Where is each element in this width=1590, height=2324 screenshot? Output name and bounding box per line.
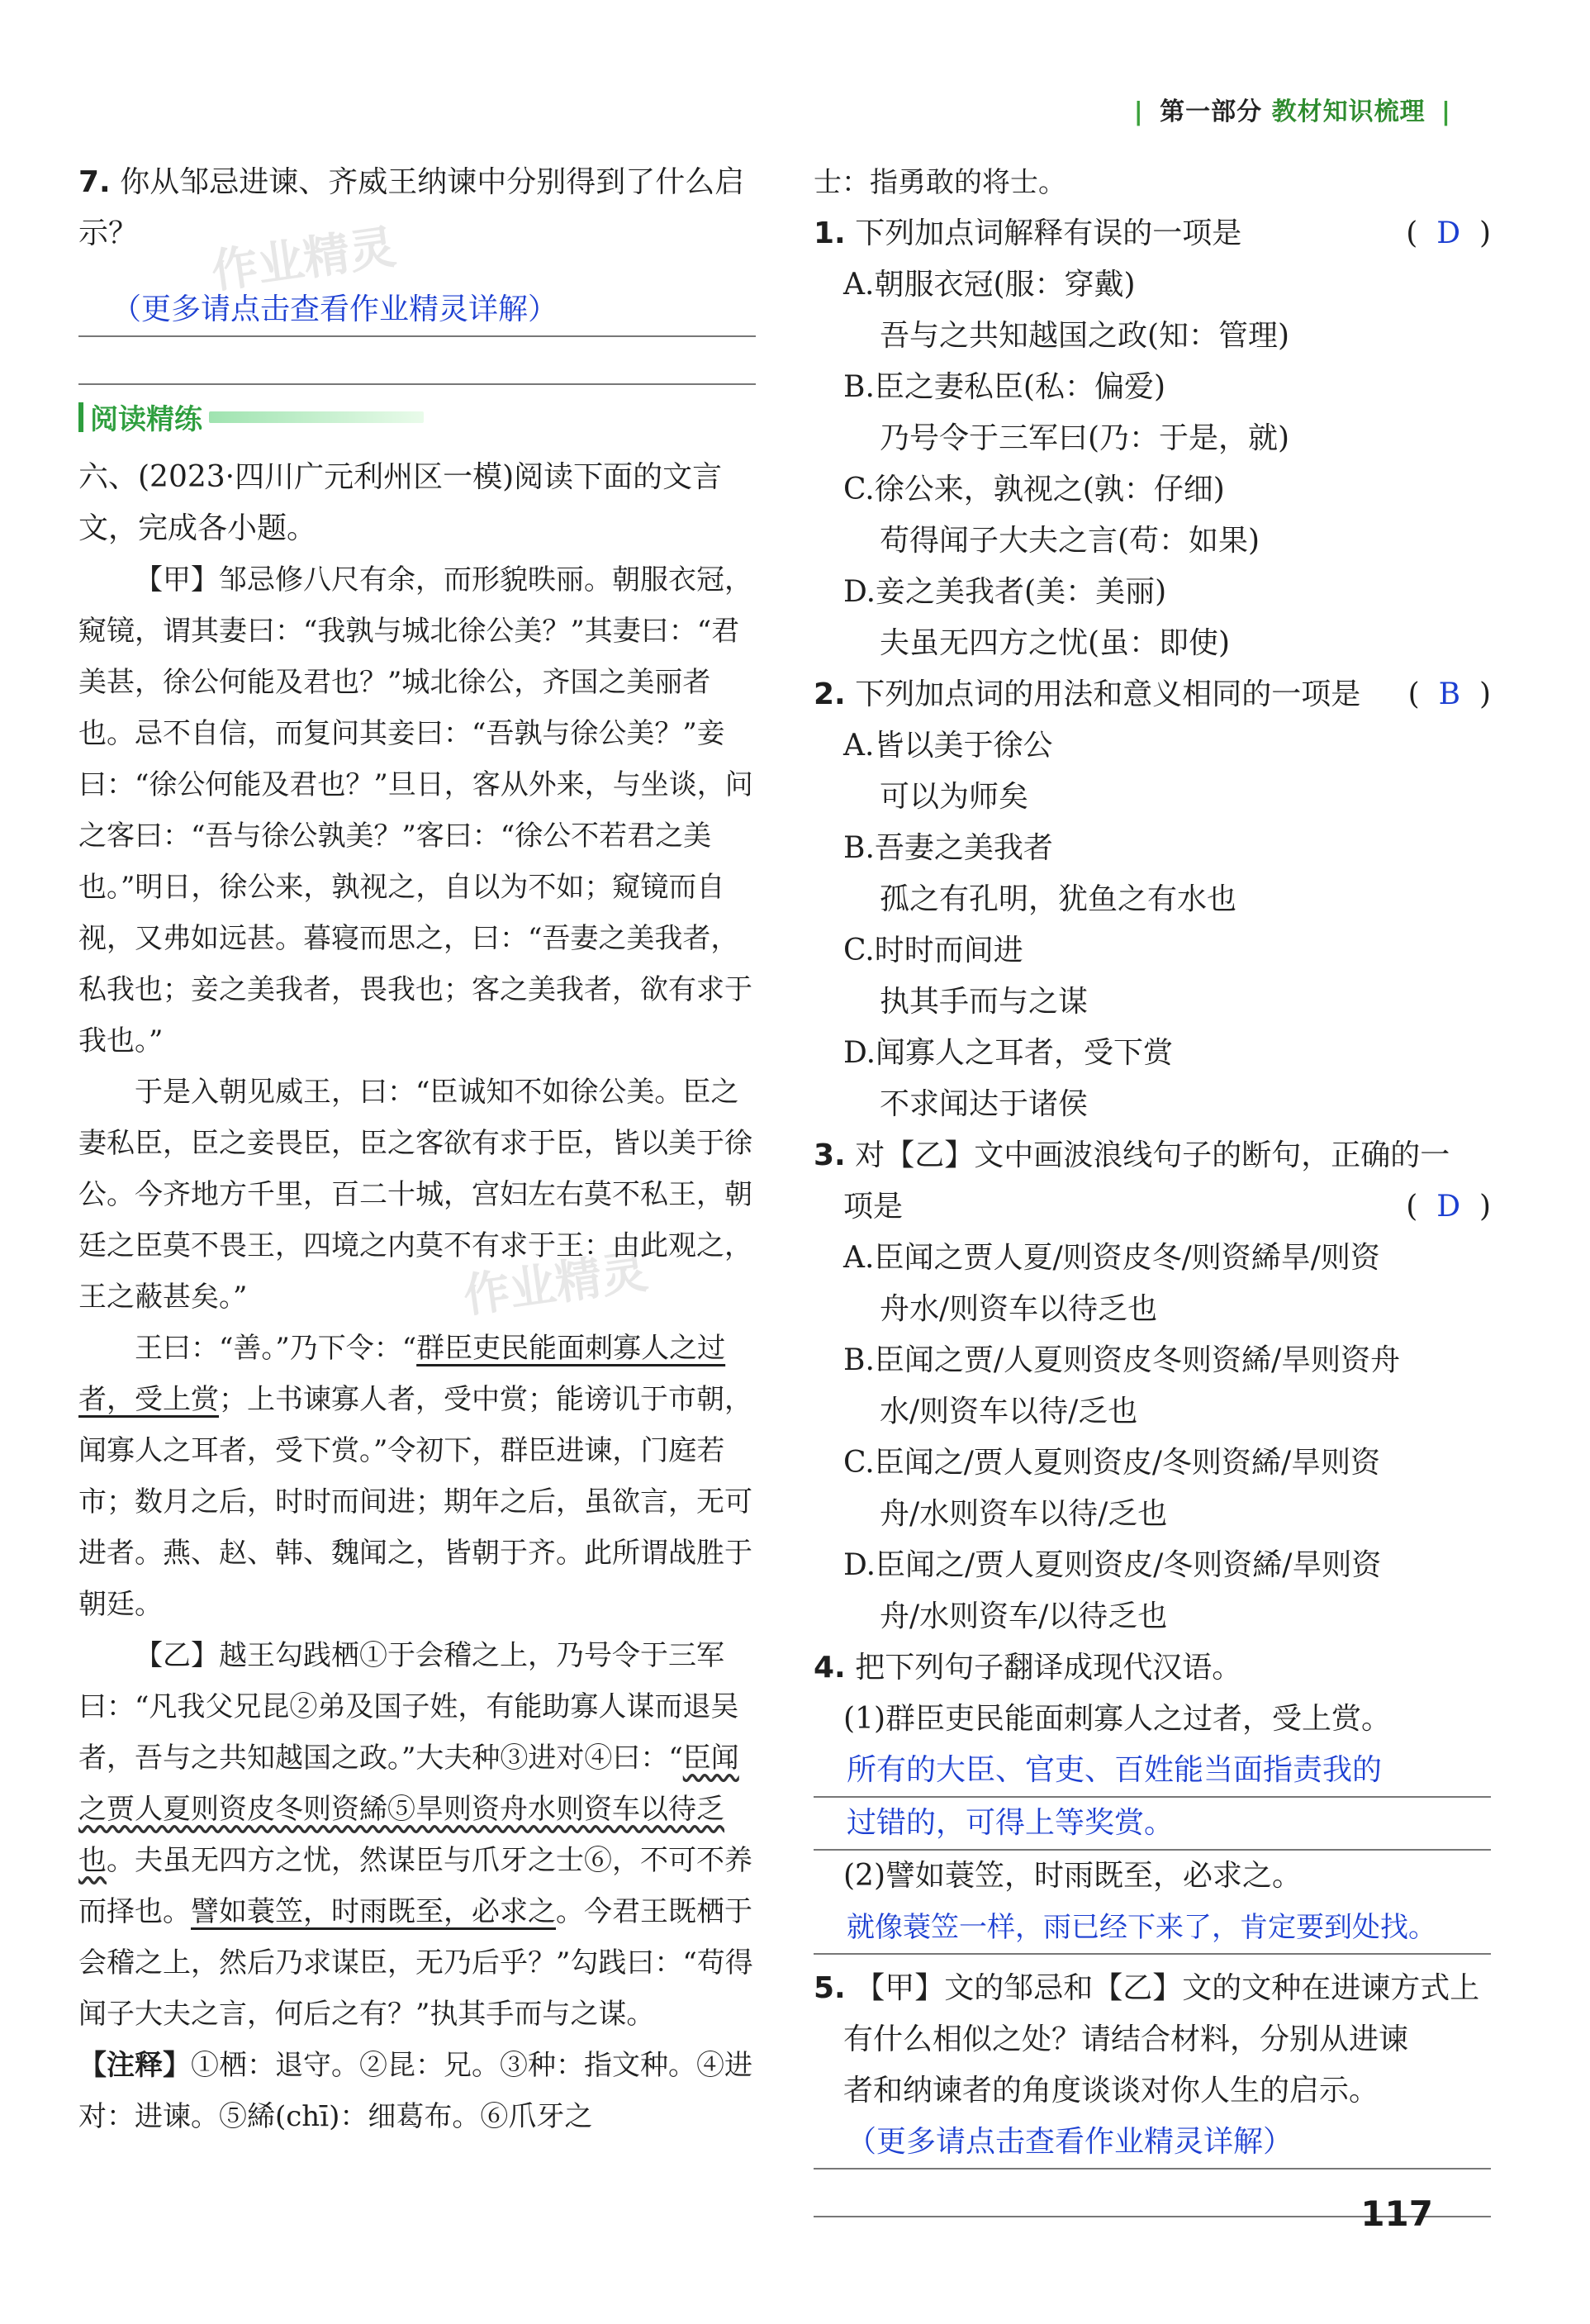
option-d (814, 1028, 1491, 1079)
answer-bracket: ( B ) (1407, 677, 1491, 711)
header-divider-right: | (1441, 97, 1451, 126)
option-a (814, 259, 1491, 311)
underlined-sentence: 譬如蓑笠，时雨既至，必求之 (191, 1895, 556, 1928)
option-c (814, 464, 1491, 516)
option-b (814, 362, 1491, 413)
option-line: 闻寡人之耳者，受下赏 (876, 1036, 1174, 1070)
left-column (78, 157, 756, 2142)
option-line: 朝服衣冠(服：穿戴) (874, 268, 1136, 302)
option-label: C. (843, 473, 875, 506)
answer-link-text[interactable]: （更多请点击查看作业精灵详解） (112, 292, 558, 326)
question-4 (814, 1642, 1491, 1694)
question-stem: 下列加点词解释有误的一项是 (855, 216, 1242, 250)
question-3-line-2 (814, 1181, 1491, 1233)
passage-jia-paragraph-3 (78, 1323, 756, 1630)
question-3 (814, 1130, 1491, 1181)
notes-continued: 士：指勇敢的将士。 (814, 166, 1066, 199)
question-number: 7. (78, 165, 111, 199)
option-c-line-2: 舟/水则资车以待/乏也 (880, 1497, 1168, 1531)
watermark: 作业精灵 (460, 1244, 652, 1324)
option-line: 徐公来，孰视之(孰：仔细) (874, 473, 1225, 506)
question-5 (814, 1963, 1491, 2014)
watermark: 作业精灵 (208, 220, 400, 300)
option-label: A. (843, 1241, 875, 1275)
answer-bracket: ( D ) (1406, 1190, 1491, 1224)
option-line: 臣闻之/贾人夏则资皮/冬则资絺/旱则资 (876, 1548, 1382, 1582)
option-label: C. (843, 934, 875, 967)
page-header (1127, 91, 1458, 127)
header-title: 教材知识梳理 (1271, 97, 1426, 126)
question-7 (78, 157, 756, 259)
option-d (814, 567, 1491, 618)
option-line: 臣闻之贾人夏/则资皮冬/则资絺旱/则资 (874, 1241, 1380, 1275)
question-2 (814, 669, 1491, 720)
option-a-line-2: 吾与之共知越国之政(知：管理) (880, 319, 1290, 353)
header-part: 第一部分 (1160, 97, 1263, 126)
question-number: 1. (814, 216, 846, 250)
option-label: D. (843, 1036, 876, 1070)
option-label: D. (843, 1548, 876, 1582)
option-line: 妾之美我者(美：美丽) (876, 575, 1167, 609)
question-1 (814, 208, 1491, 259)
question-stem: 把下列句子翻译成现代汉语。 (855, 1651, 1242, 1685)
option-line: 时时而间进 (874, 934, 1023, 967)
question-number: 4. (814, 1651, 846, 1685)
option-d (814, 1540, 1491, 1591)
option-a-line-2: 可以为师矣 (880, 780, 1029, 814)
text-span: ；上书谏寡人者，受中赏；能谤讥于市朝，闻寡人之耳者，受下赏。”令初下，群臣进谏，门庭若市；数月之后，时时而间进；期年之后，虽欲言，无可进者。燕、赵、韩、魏闻之，皆朝于齐。此所谓战胜于朝廷。 (78, 1383, 752, 1621)
option-d-line-2: 舟/水则资车/以待乏也 (880, 1599, 1168, 1633)
section-header (78, 397, 756, 437)
option-label: A. (843, 729, 875, 763)
text-span: 。今君王既栖于会稽之上，然后乃求谋臣，无乃后乎？”勾践曰：“苟得闻子大夫之言，何后之有？”执其手而与之谋。 (78, 1895, 753, 2031)
sentence-2: (2)譬如蓑笠，时雨既至，必求之。 (843, 1859, 1302, 1893)
option-b (814, 1335, 1491, 1386)
answer-choice: B (1438, 677, 1461, 711)
option-a (814, 720, 1491, 772)
option-a (814, 1233, 1491, 1284)
translation-1-line-1: 所有的大臣、官吏、百姓能当面指责我的 (814, 1745, 1491, 1798)
option-line: 臣闻之/贾人夏则资皮/冬则资絺/旱则资 (874, 1446, 1381, 1480)
question-stem-line-3: 者和纳谏者的角度谈谈对你人生的启示。 (843, 2074, 1379, 2108)
option-d-line-2: 不求闻达于诸侯 (880, 1087, 1089, 1121)
notes (78, 2040, 756, 2142)
question-number: 2. (814, 677, 846, 711)
question-stem: 项是 (843, 1190, 904, 1224)
option-d-line-2: 夫虽无四方之忧(虽：即使) (880, 626, 1231, 660)
option-label: B. (843, 1343, 875, 1377)
text-span: 【乙】越王勾践栖①于会稽之上，乃号令于三军曰：“凡我父兄昆②弟及国子姓，有能助寡人谋而退吴者，吾与之共知越国之政。”大夫种③进对④曰：“ (78, 1639, 739, 1775)
header-divider-left: | (1133, 97, 1144, 126)
translation-2: 就像蓑笠一样，雨已经下来了，肯定要到处找。 (814, 1902, 1491, 1955)
option-b-line-2: 乃号令于三军曰(乃：于是，就) (880, 421, 1290, 455)
section-marker (78, 402, 83, 432)
question-text: 你从邹忌进谏、齐威王纳谏中分别得到了什么启示？ (78, 165, 745, 250)
option-label: B. (843, 831, 875, 865)
option-b-line-2: 孤之有孔明，犹鱼之有水也 (880, 882, 1237, 916)
option-line: 臣闻之贾/人夏则资皮冬则资絺/旱则资舟 (874, 1343, 1401, 1377)
passage-yi (78, 1630, 756, 2040)
option-c-line-2: 执其手而与之谋 (880, 985, 1089, 1019)
answer-choice: D (1436, 216, 1461, 250)
option-line: 吾妻之美我者 (874, 831, 1053, 865)
option-label: B. (843, 370, 875, 404)
option-line: 臣之妻私臣(私：偏爱) (874, 370, 1165, 404)
passage-jia-paragraph-2: 于是入朝见威王，曰：“臣诚知不如徐公美。臣之妻私臣，臣之妾畏臣，臣之客欲有求于臣，皆以美于徐公。今齐地方千里，百二十城，宫妇左右莫不私王，朝廷之臣莫不畏王，四境之内莫不有求于王：由此观之，王之蔽甚矣。” (78, 1076, 752, 1314)
section-underline (209, 411, 424, 423)
question-stem: 对【乙】文中画波浪线句子的断句，正确的一 (855, 1138, 1450, 1172)
wavy-underlined-sentence: 臣闻之贾人夏则资皮冬则资絺⑤旱则资舟水则资车以待乏也 (78, 1742, 739, 1877)
translation-1-line-2: 过错的，可得上等奖赏。 (814, 1798, 1491, 1851)
page-number: 117 (1360, 2193, 1433, 2234)
answer-choice: D (1436, 1190, 1461, 1224)
reading-intro: 六、(2023·四川广元利州区一模)阅读下面的文言文，完成各小题。 (78, 460, 723, 545)
underlined-sentence: 群臣吏民能面刺寡人之过者，受上赏 (78, 1332, 726, 1416)
answer-link-text[interactable]: （更多请点击查看作业精灵详解） (847, 2125, 1293, 2159)
question-stem: 下列加点词的用法和意义相同的一项是 (855, 677, 1361, 711)
option-c (814, 925, 1491, 977)
notes-text: ①栖：退守。②昆：兄。③种：指文种。④进对：进谏。⑤絺(chī)：细葛布。⑥爪牙之 (78, 2049, 752, 2133)
passage-jia-paragraph-1: 【甲】邹忌修八尺有余，而形貌昳丽。朝服衣冠，窥镜，谓其妻曰：“我孰与城北徐公美？”其妻曰：“君美甚，徐公何能及君也？”城北徐公，齐国之美丽者也。忌不自信，而复问其妾曰：“吾孰与徐公美？”妾曰：“徐公何能及君也？”旦日，客从外来，与坐谈，问之客曰：“吾与徐公孰美？”客曰：“徐公不若君之美也。”明日，徐公来，孰视之，自以为不如；窥镜而自视，又弗如远甚。暮寝而思之，曰：“吾妻之美我者，私我也；妾之美我者，畏我也；客之美我者，欲有求于我也。” (78, 563, 753, 1057)
answer-line (78, 337, 756, 385)
option-label: A. (843, 268, 875, 302)
answer-link[interactable] (814, 2117, 1491, 2170)
option-line: 皆以美于徐公 (874, 729, 1053, 763)
sentence-1: (1)群臣吏民能面刺寡人之过者，受上赏。 (843, 1702, 1391, 1736)
text-span: 。夫虽无四方之忧，然谋臣与爪牙之士⑥，不可不养而择也。 (78, 1844, 752, 1928)
option-a-line-2: 舟水/则资车以待乏也 (880, 1292, 1158, 1326)
question-number: 3. (814, 1138, 846, 1172)
question-stem-line-1: 【甲】文的邹忌和【乙】文的文种在进谏方式上 (855, 1971, 1480, 2005)
answer-link[interactable] (78, 284, 756, 337)
question-stem-line-2: 有什么相似之处？请结合材料，分别从进谏 (843, 2022, 1409, 2056)
option-label: D. (843, 575, 876, 609)
answer-bracket: ( D ) (1406, 216, 1491, 250)
option-b (814, 823, 1491, 874)
option-label: C. (843, 1446, 875, 1480)
question-number: 5. (814, 1971, 846, 2005)
text-span: 王曰：“善。”乃下令：“ (135, 1332, 417, 1365)
option-c (814, 1438, 1491, 1489)
option-c-line-2: 苟得闻子大夫之言(苟：如果) (880, 524, 1260, 558)
notes-label: 【注释】 (78, 2049, 191, 2082)
option-b-line-2: 水/则资车以待/乏也 (880, 1395, 1138, 1428)
section-label: 阅读精练 (90, 403, 202, 436)
right-column (814, 157, 1491, 2217)
